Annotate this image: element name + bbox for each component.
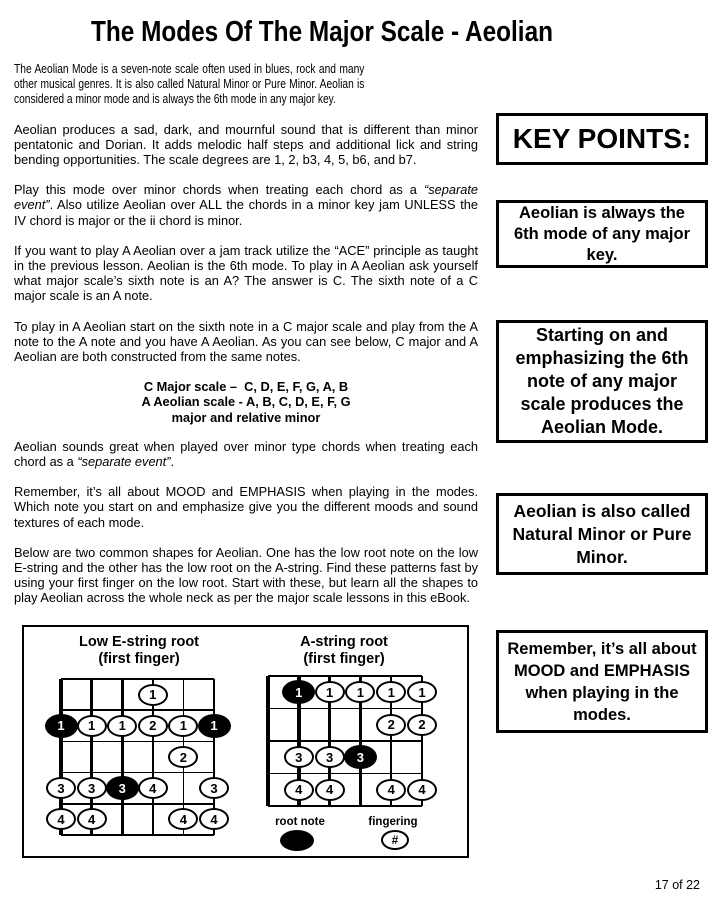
finger-note-marker: 3 <box>199 777 229 799</box>
scale-comparison <box>14 379 478 425</box>
key-point-box-3 <box>496 493 708 575</box>
finger-note-marker: 1 <box>77 715 107 737</box>
paragraph-two-shapes: Below are two common shapes for Aeolian. One has the low root note on the low E-string and the other has the low root on the A-string. Find these patterns fast by using your first finger on the low root. Start with these, but learn all the shapes to play Aeolian across the whole neck as per the major scale lessons in this eBook. <box>14 544 478 606</box>
paragraph-sounds-great-text: Aeolian sounds great when played over minor type chords when treating each chord as a <box>14 438 478 470</box>
finger-note-marker: 2 <box>168 746 198 768</box>
legend-root-label: root note <box>275 816 325 828</box>
fret-line <box>61 678 214 680</box>
left-diagram-title-line2: (first finger) <box>98 651 180 667</box>
paragraph-usage-text: Play this mode over minor chords when treating each chord as a <box>14 182 424 198</box>
key-point-1-text: Aeolian is always the 6th mode of any major key. <box>513 203 691 264</box>
finger-note-marker: 4 <box>138 777 168 799</box>
finger-note-marker: 4 <box>199 808 229 830</box>
finger-note-marker: 2 <box>407 714 437 736</box>
finger-note-marker: 3 <box>77 777 107 799</box>
right-diagram-title-line1: A-string root <box>300 634 388 650</box>
fret-line <box>268 805 422 807</box>
finger-note-marker: 1 <box>138 684 168 706</box>
finger-note-marker: 4 <box>168 808 198 830</box>
finger-note-marker: 4 <box>77 808 107 830</box>
paragraph-ace-principle: If you want to play A Aeolian over a jam track utilize the “ACE” principle as taught in the previous lesson. Aeolian is the 6th mode. To play in A Aeolian ask yourself what major scale’s sixth note is an A? The answer is C. The sixth note of a C major scale is an A note. <box>14 242 478 304</box>
key-point-box-1 <box>496 200 708 268</box>
separate-event-italic: “separate event” <box>14 182 478 213</box>
root-note-legend-swatch <box>280 830 314 851</box>
key-point-4-text: Remember, it’s all about MOOD and EMPHASIS when playing in the modes. <box>507 639 697 724</box>
root-note-marker: 3 <box>106 776 139 800</box>
legend-fingering-label: fingering <box>368 816 418 828</box>
fret-line <box>61 803 214 805</box>
key-point-box-2 <box>496 320 708 443</box>
finger-note-marker: 4 <box>315 779 345 801</box>
finger-note-marker: 1 <box>376 681 406 703</box>
paragraph-sounds-great <box>14 439 478 469</box>
c-major-scale-line: C Major scale – C, D, E, F, G, A, B <box>143 379 349 395</box>
key-point-2-text: Starting on and emphasizing the 6th note of any major scale produces the Aeolian Mode. <box>515 325 689 437</box>
paragraph-mood-emphasis: Remember, it’s all about MOOD and EMPHASIS when playing in the modes. Which note you start on and emphasize give you the different moods and sound textures of each mode. <box>14 484 478 530</box>
a-aeolian-scale-line: A Aeolian scale - A, B, C, D, E, F, G <box>141 394 351 410</box>
fret-line <box>268 740 422 742</box>
finger-note-marker: 1 <box>315 681 345 703</box>
fret-line <box>61 741 214 743</box>
key-points-heading-box <box>496 113 708 165</box>
left-diagram-title-line1: Low E-string root <box>78 634 199 650</box>
root-note-marker: 3 <box>344 745 377 769</box>
finger-note-marker: 3 <box>284 746 314 768</box>
finger-note-marker: 4 <box>284 779 314 801</box>
key-points-heading: KEY POINTS: <box>512 123 692 154</box>
finger-note-marker: 2 <box>376 714 406 736</box>
finger-note-marker: 3 <box>46 777 76 799</box>
left-diagram-title <box>59 634 219 668</box>
finger-note-marker: 1 <box>168 715 198 737</box>
key-point-box-4 <box>496 630 708 733</box>
page-number: 17 of 22 <box>654 878 700 892</box>
paragraph-sixth-note: To play in A Aeolian start on the sixth note in a C major scale and play from the A note to the A note and you have A Aeolian. As you can see below, C major and A Aeolian are both constructed from the same notes. <box>14 318 478 365</box>
fret-line <box>268 773 422 775</box>
paragraph-sounds-great-end: . <box>170 454 175 470</box>
paragraph-usage <box>14 182 478 228</box>
fretboard-diagrams-box <box>22 625 469 858</box>
finger-note-marker: 4 <box>407 779 437 801</box>
fret-line <box>268 675 422 677</box>
right-diagram-title <box>264 634 424 668</box>
finger-note-marker: 4 <box>376 779 406 801</box>
fret-line <box>268 708 422 710</box>
finger-note-marker: 4 <box>46 808 76 830</box>
paragraph-usage-text-end: . Also utilize Aeolian over ALL the chords in a minor key jam UNLESS the IV chord is major or the ii chord is minor. <box>14 197 478 228</box>
finger-note-marker: 1 <box>107 715 137 737</box>
paragraph-sound: Aeolian produces a sad, dark, and mournful sound that is different than minor pentatonic and Dorian. It adds melodic half steps and additional lick and string bending opportunities. The scale degrees are 1, 2, b3, 4, 5, b6, and b7. <box>14 121 478 168</box>
finger-note-marker: 3 <box>315 746 345 768</box>
root-note-marker: 1 <box>198 714 231 738</box>
finger-note-marker: 2 <box>138 715 168 737</box>
finger-note-marker: 1 <box>345 681 375 703</box>
key-point-3-text: Aeolian is also called Natural Minor or Pure Minor. <box>512 500 692 567</box>
finger-note-marker: 1 <box>407 681 437 703</box>
relative-minor-line: major and relative minor <box>171 409 321 425</box>
root-note-marker: 1 <box>45 714 78 738</box>
fretboard-a-root <box>268 676 426 806</box>
fret-line <box>61 772 214 774</box>
fret-line <box>61 834 214 836</box>
fretboard-low-e-root <box>57 679 218 835</box>
right-diagram-title-line2: (first finger) <box>303 651 385 667</box>
fingering-legend-swatch: # <box>381 830 409 850</box>
root-note-marker: 1 <box>282 680 315 704</box>
fret-line <box>61 709 214 711</box>
page-title: The Modes Of The Major Scale - Aeolian <box>90 16 554 48</box>
paragraph-intro: The Aeolian Mode is a seven-note scale often used in blues, rock and many other musical genres. It is also called Natural Minor or Pure Minor. Aeolian is considered a minor mode and is always the 6th mode in any major key. <box>14 61 365 107</box>
body-text-column <box>14 61 478 621</box>
separate-event-italic-2: “separate event” <box>77 454 171 470</box>
string-line <box>121 679 124 835</box>
